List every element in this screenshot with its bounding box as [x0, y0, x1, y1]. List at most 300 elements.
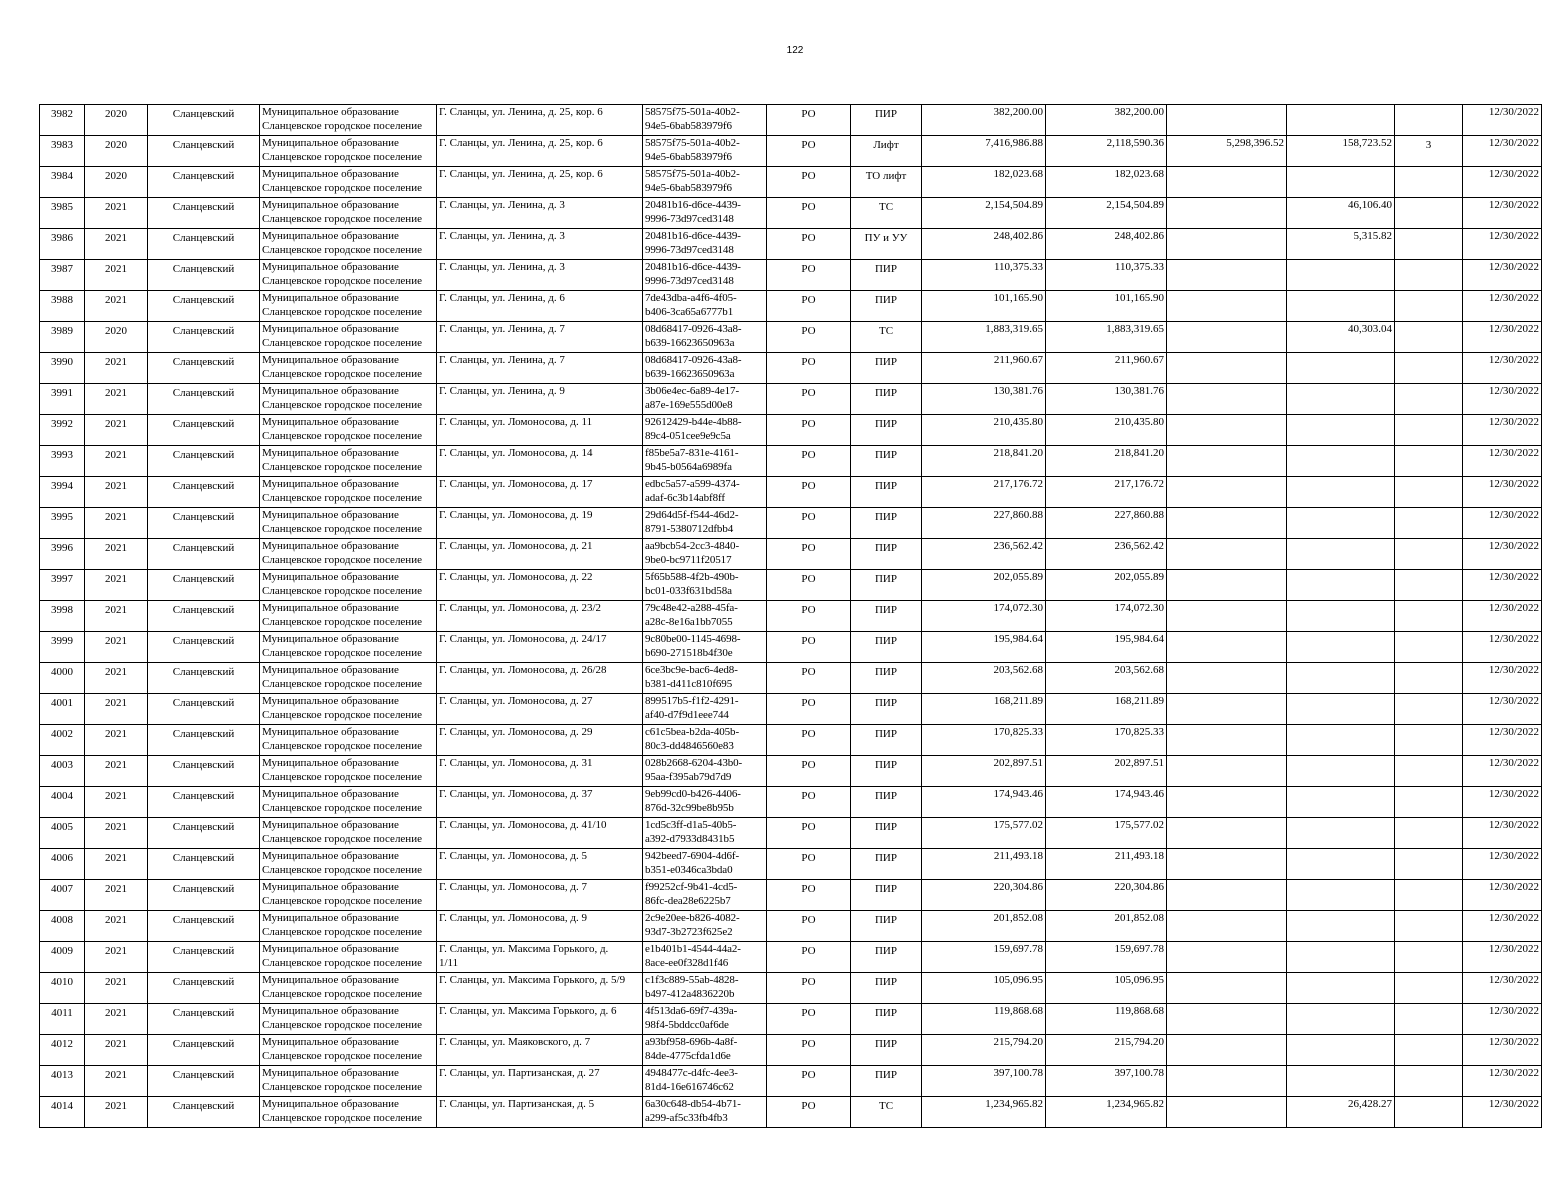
row-number-cell: 3998	[40, 601, 85, 632]
table-row	[40, 477, 1542, 508]
type-cell: РО	[767, 322, 851, 353]
district-cell: Сланцевский	[148, 911, 260, 942]
cost-part-2-cell	[1167, 570, 1287, 601]
district-cell: Сланцевский	[148, 136, 260, 167]
date-cell: 12/30/2022	[1463, 1035, 1542, 1066]
district-cell: Сланцевский	[148, 415, 260, 446]
address-cell: Г. Сланцы, ул. Ломоносова, д. 31	[437, 756, 643, 787]
work-type-cell: ПИР	[851, 694, 922, 725]
work-type-cell: ПИР	[851, 384, 922, 415]
table-row	[40, 880, 1542, 911]
type-cell: РО	[767, 1004, 851, 1035]
work-type-cell: ПИР	[851, 973, 922, 1004]
total-cost-cell: 175,577.02	[922, 818, 1046, 849]
cost-part-2-cell	[1167, 229, 1287, 260]
cost-part-2-cell	[1167, 198, 1287, 229]
year-cell: 2021	[85, 973, 148, 1004]
cost-part-2-cell	[1167, 911, 1287, 942]
cost-part-2-cell	[1167, 539, 1287, 570]
municipality-cell: Муниципальное образование Сланцевское городское поселение	[260, 1004, 437, 1035]
address-cell: Г. Сланцы, ул. Ленина, д. 3	[437, 260, 643, 291]
table-body	[40, 105, 1542, 1128]
date-cell: 12/30/2022	[1463, 880, 1542, 911]
work-type-cell: ПИР	[851, 1004, 922, 1035]
row-number-cell: 4010	[40, 973, 85, 1004]
cost-part-1-cell: 182,023.68	[1046, 167, 1167, 198]
work-type-cell: ПИР	[851, 911, 922, 942]
type-cell: РО	[767, 725, 851, 756]
row-number-cell: 4012	[40, 1035, 85, 1066]
table-row	[40, 911, 1542, 942]
row-number-cell: 3997	[40, 570, 85, 601]
address-cell: Г. Сланцы, ул. Ленина, д. 6	[437, 291, 643, 322]
row-number-cell: 4007	[40, 880, 85, 911]
cost-part-2-cell	[1167, 818, 1287, 849]
total-cost-cell: 382,200.00	[922, 105, 1046, 136]
table-row	[40, 663, 1542, 694]
table-row	[40, 539, 1542, 570]
row-number-cell: 3984	[40, 167, 85, 198]
count-cell	[1395, 663, 1463, 694]
guid-cell: f99252cf-9b41-4cd5- 86fc-dea28e6225b7	[643, 880, 767, 911]
year-cell: 2021	[85, 632, 148, 663]
year-cell: 2021	[85, 1066, 148, 1097]
guid-cell: 08d68417-0926-43a8- b639-16623650963a	[643, 322, 767, 353]
year-cell: 2020	[85, 136, 148, 167]
total-cost-cell: 119,868.68	[922, 1004, 1046, 1035]
row-number-cell: 3999	[40, 632, 85, 663]
address-cell: Г. Сланцы, ул. Ленина, д. 9	[437, 384, 643, 415]
total-cost-cell: 202,055.89	[922, 570, 1046, 601]
work-type-cell: ПИР	[851, 508, 922, 539]
row-number-cell: 3993	[40, 446, 85, 477]
table-row	[40, 1097, 1542, 1128]
extra-cost-cell	[1287, 601, 1395, 632]
district-cell: Сланцевский	[148, 1066, 260, 1097]
extra-cost-cell	[1287, 942, 1395, 973]
total-cost-cell: 182,023.68	[922, 167, 1046, 198]
total-cost-cell: 168,211.89	[922, 694, 1046, 725]
date-cell: 12/30/2022	[1463, 1066, 1542, 1097]
type-cell: РО	[767, 601, 851, 632]
guid-cell: 3b06e4ec-6a89-4e17- a87e-169e555d00e8	[643, 384, 767, 415]
work-type-cell: ПИР	[851, 105, 922, 136]
extra-cost-cell	[1287, 291, 1395, 322]
total-cost-cell: 174,943.46	[922, 787, 1046, 818]
table-row	[40, 353, 1542, 384]
address-cell: Г. Сланцы, ул. Ленина, д. 25, кор. 6	[437, 167, 643, 198]
count-cell	[1395, 756, 1463, 787]
municipality-cell: Муниципальное образование Сланцевское городское поселение	[260, 632, 437, 663]
row-number-cell: 3994	[40, 477, 85, 508]
work-type-cell: ПИР	[851, 446, 922, 477]
district-cell: Сланцевский	[148, 818, 260, 849]
work-type-cell: ПИР	[851, 415, 922, 446]
municipality-cell: Муниципальное образование Сланцевское городское поселение	[260, 787, 437, 818]
guid-cell: c61c5bea-b2da-405b- 80c3-dd4846560e83	[643, 725, 767, 756]
type-cell: РО	[767, 1066, 851, 1097]
count-cell	[1395, 260, 1463, 291]
count-cell	[1395, 570, 1463, 601]
date-cell: 12/30/2022	[1463, 694, 1542, 725]
count-cell	[1395, 384, 1463, 415]
cost-part-2-cell	[1167, 1097, 1287, 1128]
type-cell: РО	[767, 1035, 851, 1066]
municipality-cell: Муниципальное образование Сланцевское городское поселение	[260, 725, 437, 756]
date-cell: 12/30/2022	[1463, 942, 1542, 973]
count-cell	[1395, 477, 1463, 508]
cost-part-1-cell: 1,883,319.65	[1046, 322, 1167, 353]
total-cost-cell: 195,984.64	[922, 632, 1046, 663]
type-cell: РО	[767, 942, 851, 973]
year-cell: 2021	[85, 694, 148, 725]
district-cell: Сланцевский	[148, 260, 260, 291]
table-row	[40, 849, 1542, 880]
total-cost-cell: 105,096.95	[922, 973, 1046, 1004]
municipality-cell: Муниципальное образование Сланцевское городское поселение	[260, 1097, 437, 1128]
district-cell: Сланцевский	[148, 973, 260, 1004]
extra-cost-cell	[1287, 1004, 1395, 1035]
total-cost-cell: 174,072.30	[922, 601, 1046, 632]
guid-cell: 08d68417-0926-43a8- b639-16623650963a	[643, 353, 767, 384]
address-cell: Г. Сланцы, ул. Максима Горького, д. 1/11	[437, 942, 643, 973]
date-cell: 12/30/2022	[1463, 539, 1542, 570]
total-cost-cell: 7,416,986.88	[922, 136, 1046, 167]
year-cell: 2021	[85, 198, 148, 229]
extra-cost-cell: 5,315.82	[1287, 229, 1395, 260]
cost-part-2-cell	[1167, 787, 1287, 818]
year-cell: 2021	[85, 353, 148, 384]
municipality-cell: Муниципальное образование Сланцевское городское поселение	[260, 570, 437, 601]
cost-part-1-cell: 220,304.86	[1046, 880, 1167, 911]
total-cost-cell: 210,435.80	[922, 415, 1046, 446]
count-cell	[1395, 601, 1463, 632]
cost-part-2-cell	[1167, 353, 1287, 384]
total-cost-cell: 211,960.67	[922, 353, 1046, 384]
address-cell: Г. Сланцы, ул. Ломоносова, д. 21	[437, 539, 643, 570]
cost-part-1-cell: 1,234,965.82	[1046, 1097, 1167, 1128]
guid-cell: 58575f75-501a-40b2- 94e5-6bab583979f6	[643, 105, 767, 136]
count-cell	[1395, 415, 1463, 446]
type-cell: РО	[767, 663, 851, 694]
cost-part-2-cell	[1167, 973, 1287, 1004]
work-type-cell: ПИР	[851, 725, 922, 756]
municipality-cell: Муниципальное образование Сланцевское городское поселение	[260, 167, 437, 198]
type-cell: РО	[767, 415, 851, 446]
municipality-cell: Муниципальное образование Сланцевское городское поселение	[260, 849, 437, 880]
cost-part-1-cell: 210,435.80	[1046, 415, 1167, 446]
date-cell: 12/30/2022	[1463, 322, 1542, 353]
count-cell	[1395, 167, 1463, 198]
cost-part-1-cell: 201,852.08	[1046, 911, 1167, 942]
cost-part-2-cell	[1167, 260, 1287, 291]
year-cell: 2021	[85, 942, 148, 973]
municipality-cell: Муниципальное образование Сланцевское городское поселение	[260, 880, 437, 911]
date-cell: 12/30/2022	[1463, 632, 1542, 663]
work-type-cell: ПИР	[851, 787, 922, 818]
row-number-cell: 4009	[40, 942, 85, 973]
district-cell: Сланцевский	[148, 601, 260, 632]
cost-part-1-cell: 174,072.30	[1046, 601, 1167, 632]
row-number-cell: 3983	[40, 136, 85, 167]
date-cell: 12/30/2022	[1463, 353, 1542, 384]
type-cell: РО	[767, 508, 851, 539]
guid-cell: 5f65b588-4f2b-490b- bc01-033f631bd58a	[643, 570, 767, 601]
type-cell: РО	[767, 818, 851, 849]
count-cell	[1395, 105, 1463, 136]
count-cell	[1395, 353, 1463, 384]
register-table	[39, 104, 1542, 1128]
extra-cost-cell	[1287, 446, 1395, 477]
cost-part-1-cell: 202,897.51	[1046, 756, 1167, 787]
date-cell: 12/30/2022	[1463, 136, 1542, 167]
row-number-cell: 3985	[40, 198, 85, 229]
table-row	[40, 105, 1542, 136]
cost-part-2-cell	[1167, 1035, 1287, 1066]
count-cell	[1395, 539, 1463, 570]
municipality-cell: Муниципальное образование Сланцевское городское поселение	[260, 198, 437, 229]
date-cell: 12/30/2022	[1463, 725, 1542, 756]
type-cell: РО	[767, 260, 851, 291]
guid-cell: aa9bcb54-2cc3-4840- 9be0-bc9711f20517	[643, 539, 767, 570]
district-cell: Сланцевский	[148, 446, 260, 477]
row-number-cell: 3988	[40, 291, 85, 322]
date-cell: 12/30/2022	[1463, 198, 1542, 229]
address-cell: Г. Сланцы, ул. Ленина, д. 3	[437, 229, 643, 260]
type-cell: РО	[767, 477, 851, 508]
guid-cell: f85be5a7-831e-4161- 9b45-b0564a6989fa	[643, 446, 767, 477]
row-number-cell: 4002	[40, 725, 85, 756]
work-type-cell: ПИР	[851, 539, 922, 570]
table-row	[40, 167, 1542, 198]
address-cell: Г. Сланцы, ул. Ленина, д. 7	[437, 322, 643, 353]
cost-part-1-cell: 110,375.33	[1046, 260, 1167, 291]
count-cell	[1395, 911, 1463, 942]
guid-cell: e1b401b1-4544-44a2- 8ace-ee0f328d1f46	[643, 942, 767, 973]
municipality-cell: Муниципальное образование Сланцевское городское поселение	[260, 1035, 437, 1066]
cost-part-1-cell: 211,960.67	[1046, 353, 1167, 384]
date-cell: 12/30/2022	[1463, 229, 1542, 260]
address-cell: Г. Сланцы, ул. Ломоносова, д. 5	[437, 849, 643, 880]
total-cost-cell: 236,562.42	[922, 539, 1046, 570]
date-cell: 12/30/2022	[1463, 1097, 1542, 1128]
type-cell: РО	[767, 911, 851, 942]
total-cost-cell: 211,493.18	[922, 849, 1046, 880]
type-cell: РО	[767, 198, 851, 229]
extra-cost-cell	[1287, 167, 1395, 198]
guid-cell: 2c9e20ee-b826-4082- 93d7-3b2723f625e2	[643, 911, 767, 942]
municipality-cell: Муниципальное образование Сланцевское городское поселение	[260, 973, 437, 1004]
cost-part-2-cell	[1167, 1066, 1287, 1097]
total-cost-cell: 170,825.33	[922, 725, 1046, 756]
count-cell	[1395, 1097, 1463, 1128]
type-cell: РО	[767, 446, 851, 477]
work-type-cell: ПИР	[851, 291, 922, 322]
total-cost-cell: 227,860.88	[922, 508, 1046, 539]
cost-part-1-cell: 215,794.20	[1046, 1035, 1167, 1066]
district-cell: Сланцевский	[148, 725, 260, 756]
row-number-cell: 4003	[40, 756, 85, 787]
date-cell: 12/30/2022	[1463, 756, 1542, 787]
municipality-cell: Муниципальное образование Сланцевское городское поселение	[260, 1066, 437, 1097]
count-cell	[1395, 291, 1463, 322]
district-cell: Сланцевский	[148, 384, 260, 415]
cost-part-2-cell	[1167, 384, 1287, 415]
municipality-cell: Муниципальное образование Сланцевское городское поселение	[260, 415, 437, 446]
district-cell: Сланцевский	[148, 849, 260, 880]
table-row	[40, 694, 1542, 725]
type-cell: РО	[767, 694, 851, 725]
extra-cost-cell	[1287, 787, 1395, 818]
municipality-cell: Муниципальное образование Сланцевское городское поселение	[260, 601, 437, 632]
cost-part-1-cell: 382,200.00	[1046, 105, 1167, 136]
year-cell: 2021	[85, 539, 148, 570]
address-cell: Г. Сланцы, ул. Ломоносова, д. 37	[437, 787, 643, 818]
municipality-cell: Муниципальное образование Сланцевское городское поселение	[260, 384, 437, 415]
year-cell: 2021	[85, 1004, 148, 1035]
year-cell: 2021	[85, 756, 148, 787]
year-cell: 2020	[85, 167, 148, 198]
municipality-cell: Муниципальное образование Сланцевское городское поселение	[260, 477, 437, 508]
extra-cost-cell	[1287, 1066, 1395, 1097]
extra-cost-cell	[1287, 632, 1395, 663]
date-cell: 12/30/2022	[1463, 818, 1542, 849]
guid-cell: 58575f75-501a-40b2- 94e5-6bab583979f6	[643, 136, 767, 167]
table-row	[40, 1035, 1542, 1066]
row-number-cell: 3996	[40, 539, 85, 570]
municipality-cell: Муниципальное образование Сланцевское городское поселение	[260, 756, 437, 787]
guid-cell: 899517b5-f1f2-4291- af40-d7f9d1eee744	[643, 694, 767, 725]
guid-cell: 20481b16-d6ce-4439- 9996-73d97ced3148	[643, 229, 767, 260]
date-cell: 12/30/2022	[1463, 663, 1542, 694]
row-number-cell: 3986	[40, 229, 85, 260]
extra-cost-cell	[1287, 818, 1395, 849]
cost-part-1-cell: 195,984.64	[1046, 632, 1167, 663]
cost-part-2-cell	[1167, 105, 1287, 136]
address-cell: Г. Сланцы, ул. Партизанская, д. 5	[437, 1097, 643, 1128]
total-cost-cell: 201,852.08	[922, 911, 1046, 942]
date-cell: 12/30/2022	[1463, 477, 1542, 508]
extra-cost-cell	[1287, 880, 1395, 911]
year-cell: 2021	[85, 911, 148, 942]
cost-part-1-cell: 159,697.78	[1046, 942, 1167, 973]
cost-part-2-cell	[1167, 291, 1287, 322]
municipality-cell: Муниципальное образование Сланцевское городское поселение	[260, 322, 437, 353]
type-cell: РО	[767, 756, 851, 787]
municipality-cell: Муниципальное образование Сланцевское городское поселение	[260, 353, 437, 384]
count-cell: 3	[1395, 136, 1463, 167]
cost-part-2-cell	[1167, 508, 1287, 539]
table-row	[40, 415, 1542, 446]
district-cell: Сланцевский	[148, 508, 260, 539]
count-cell	[1395, 725, 1463, 756]
type-cell: РО	[767, 291, 851, 322]
municipality-cell: Муниципальное образование Сланцевское городское поселение	[260, 136, 437, 167]
extra-cost-cell	[1287, 725, 1395, 756]
date-cell: 12/30/2022	[1463, 849, 1542, 880]
total-cost-cell: 203,562.68	[922, 663, 1046, 694]
count-cell	[1395, 508, 1463, 539]
total-cost-cell: 217,176.72	[922, 477, 1046, 508]
cost-part-2-cell: 5,298,396.52	[1167, 136, 1287, 167]
year-cell: 2021	[85, 663, 148, 694]
guid-cell: 92612429-b44e-4b88- 89c4-051cee9e9c5a	[643, 415, 767, 446]
cost-part-2-cell	[1167, 415, 1287, 446]
cost-part-1-cell: 217,176.72	[1046, 477, 1167, 508]
district-cell: Сланцевский	[148, 353, 260, 384]
count-cell	[1395, 1066, 1463, 1097]
work-type-cell: ПИР	[851, 880, 922, 911]
table-row	[40, 260, 1542, 291]
guid-cell: c1f3c889-55ab-4828- b497-412a4836220b	[643, 973, 767, 1004]
guid-cell: 9c80be00-1145-4698- b690-271518b4f30e	[643, 632, 767, 663]
address-cell: Г. Сланцы, ул. Ленина, д. 3	[437, 198, 643, 229]
cost-part-2-cell	[1167, 1004, 1287, 1035]
year-cell: 2021	[85, 446, 148, 477]
guid-cell: edbc5a57-a599-4374- adaf-6c3b14abf8ff	[643, 477, 767, 508]
row-number-cell: 3991	[40, 384, 85, 415]
year-cell: 2021	[85, 477, 148, 508]
extra-cost-cell	[1287, 911, 1395, 942]
guid-cell: 028b2668-6204-43b0- 95aa-f395ab79d7d9	[643, 756, 767, 787]
address-cell: Г. Сланцы, ул. Партизанская, д. 27	[437, 1066, 643, 1097]
cost-part-2-cell	[1167, 849, 1287, 880]
type-cell: РО	[767, 384, 851, 415]
guid-cell: 942beed7-6904-4d6f- b351-e0346ca3bda0	[643, 849, 767, 880]
cost-part-1-cell: 2,154,504.89	[1046, 198, 1167, 229]
district-cell: Сланцевский	[148, 477, 260, 508]
guid-cell: 58575f75-501a-40b2- 94e5-6bab583979f6	[643, 167, 767, 198]
total-cost-cell: 215,794.20	[922, 1035, 1046, 1066]
count-cell	[1395, 942, 1463, 973]
cost-part-1-cell: 168,211.89	[1046, 694, 1167, 725]
table-row	[40, 973, 1542, 1004]
date-cell: 12/30/2022	[1463, 260, 1542, 291]
table-row	[40, 384, 1542, 415]
total-cost-cell: 220,304.86	[922, 880, 1046, 911]
total-cost-cell: 130,381.76	[922, 384, 1046, 415]
address-cell: Г. Сланцы, ул. Максима Горького, д. 6	[437, 1004, 643, 1035]
extra-cost-cell	[1287, 849, 1395, 880]
table-row	[40, 570, 1542, 601]
type-cell: РО	[767, 167, 851, 198]
table-row	[40, 291, 1542, 322]
municipality-cell: Муниципальное образование Сланцевское городское поселение	[260, 508, 437, 539]
type-cell: РО	[767, 849, 851, 880]
work-type-cell: ПИР	[851, 849, 922, 880]
row-number-cell: 3987	[40, 260, 85, 291]
type-cell: РО	[767, 539, 851, 570]
year-cell: 2021	[85, 384, 148, 415]
cost-part-1-cell: 211,493.18	[1046, 849, 1167, 880]
date-cell: 12/30/2022	[1463, 1004, 1542, 1035]
row-number-cell: 4004	[40, 787, 85, 818]
extra-cost-cell	[1287, 973, 1395, 1004]
address-cell: Г. Сланцы, ул. Ломоносова, д. 9	[437, 911, 643, 942]
type-cell: РО	[767, 136, 851, 167]
guid-cell: 20481b16-d6ce-4439- 9996-73d97ced3148	[643, 198, 767, 229]
table-row	[40, 756, 1542, 787]
year-cell: 2021	[85, 601, 148, 632]
type-cell: РО	[767, 632, 851, 663]
table-row	[40, 322, 1542, 353]
district-cell: Сланцевский	[148, 694, 260, 725]
extra-cost-cell: 158,723.52	[1287, 136, 1395, 167]
address-cell: Г. Сланцы, ул. Ломоносова, д. 41/10	[437, 818, 643, 849]
total-cost-cell: 1,234,965.82	[922, 1097, 1046, 1128]
table-row	[40, 818, 1542, 849]
cost-part-2-cell	[1167, 322, 1287, 353]
